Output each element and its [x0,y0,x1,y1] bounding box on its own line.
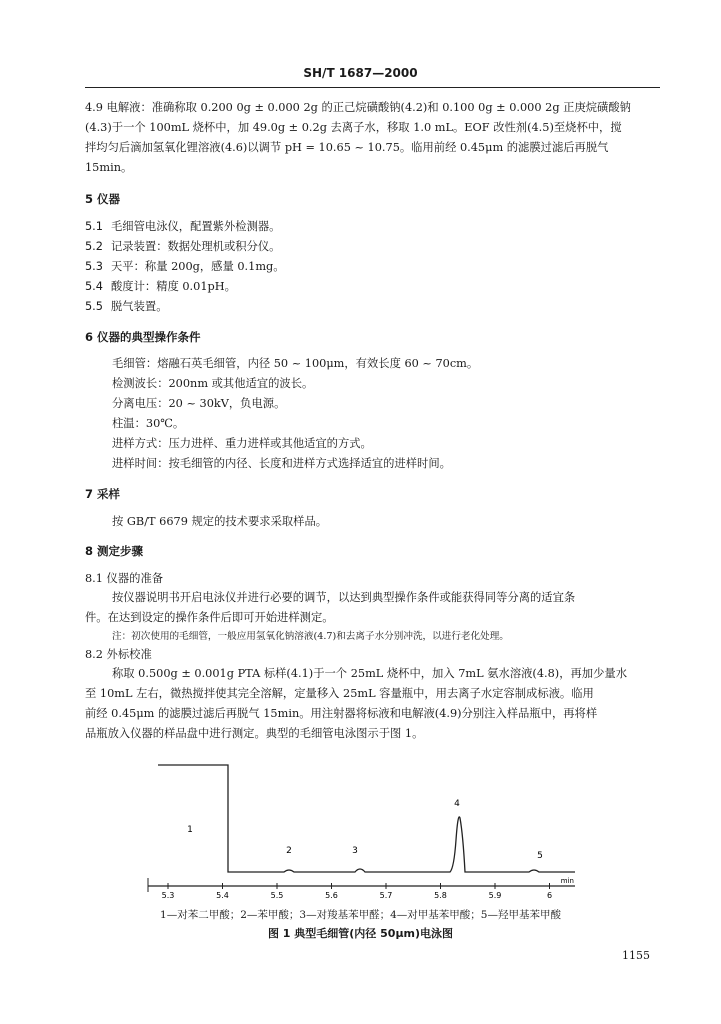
peak-label: 3 [352,846,358,856]
item-5-1-num: 5.1 [85,220,103,233]
item-5-1 [85,220,280,234]
s81-line1: 按仪器说明书开启电泳仪并进行必要的调节，以达到典型操作条件或能获得同等分离的适宜条 [112,591,576,604]
s81-note: 注：初次使用的毛细管，一般应用氢氧化钠溶液(4.7)和去离子水分别冲洗，以进行老化处理。 [112,631,509,642]
s49-line3: 拌均匀后滴加氢氧化锂溶液(4.6)以调节 pH = 10.65 ~ 10.75。临用前经 0.45μm 的滤膜过滤后再脱气 [85,141,609,154]
item-5-3-text: 天平：称量 200g，感量 0.1mg。 [111,260,285,273]
axis-tick-label: 5.4 [216,891,229,900]
s49-line2: (4.3)于一个 100mL 烧杯中，加 49.0g ± 0.2g 去离子水，移取 1.0 mL。EOF 改性剂(4.5)至烧杯中，搅 [85,121,622,134]
axis-ticks [162,883,552,900]
item-5-2 [85,240,280,254]
item-5-5 [85,300,168,314]
axis-tick-label: 5.5 [270,891,284,900]
condition-injection-mode: 进样方式：压力进样、重力进样或其他适宜的方式。 [112,437,372,450]
condition-capillary: 毛细管：熔融石英毛细管，内径 50 ~ 100μm，有效长度 60 ~ 70cm。 [112,357,479,370]
section-5-title: 5 仪器 [85,192,121,206]
axis-tick-label: 5.6 [325,891,338,900]
axis-unit-label: min [560,877,574,885]
s82-line1: 称取 0.500g ± 0.001g PTA 标样(4.1)于一个 25mL 烧杯中，加入 7mL 氨水溶液(4.8)，再加少量水 [112,667,627,680]
s49-line4: 15min。 [85,161,133,174]
item-5-2-num: 5.2 [85,240,103,253]
item-5-4-num: 5.4 [85,280,103,293]
item-5-4 [85,280,236,294]
peak-label: 2 [286,846,292,856]
item-5-3 [85,260,285,274]
s82-line2: 至 10mL 左右，微热搅拌使其完全溶解，定量移入 25mL 容量瓶中，用去离子水定容制成标液。临用 [85,687,594,700]
item-5-2-text: 记录装置：数据处理机或积分仪。 [111,240,281,253]
s82-line3: 前经 0.45μm 的滤膜过滤后再脱气 15min。用注射器将标液和电解液(4.9)分别注入样品瓶中，再将样 [85,707,598,720]
section-8-title: 8 测定步骤 [85,544,144,558]
s49-line1: 4.9 电解液：准确称取 0.200 0g ± 0.000 2g 的正己烷磺酸钠(4.2)和 0.100 0g ± 0.000 2g 正庚烷磺酸钠 [85,101,631,114]
peak-labels [187,799,543,861]
axis-tick-label: 5.8 [434,891,447,900]
figure-title: 图 1 典型毛细管(内径 50μm)电泳图 [267,927,454,940]
header-rule [85,87,660,88]
item-5-5-num: 5.5 [85,300,103,313]
condition-voltage: 分离电压：20 ~ 30kV，负电源。 [112,397,286,410]
signal-trace [158,765,575,872]
peak-label: 1 [187,825,193,835]
item-5-4-text: 酸度计：精度 0.01pH。 [111,280,236,293]
figure-caption: 1—对苯二甲酸；2—苯甲酸；3—对羧基苯甲醛；4—对甲基苯甲酸；5—羟甲基苯甲酸 [160,909,561,921]
sampling-text: 按 GB/T 6679 规定的技术要求采取样品。 [112,515,328,528]
peak-label: 5 [537,851,543,861]
item-5-3-num: 5.3 [85,260,103,273]
s82-title: 8.2 外标校准 [85,648,152,661]
section-7-title: 7 采样 [85,487,121,501]
page-number: 1155 [622,949,650,962]
condition-injection-time: 进样时间：按毛细管的内径、长度和进样方式选择适宜的进样时间。 [112,457,451,470]
axis-tick-label: 5.9 [488,891,502,900]
s81-line2: 件。在达到设定的操作条件后即可开始进样测定。 [85,611,334,624]
axis-tick-label: 5.3 [161,891,175,900]
s81-title: 8.1 仪器的准备 [85,572,164,585]
condition-wavelength: 检测波长：200nm 或其他适宜的波长。 [112,377,314,390]
axis-tick-label: 6 [546,891,553,900]
item-5-1-text: 毛细管电泳仪，配置紫外检测器。 [111,220,281,233]
item-5-5-text: 脱气装置。 [111,300,168,313]
peak-label: 4 [454,799,460,809]
s82-line4: 品瓶放入仪器的样品盘中进行测定。典型的毛细管电泳图示于图 1。 [85,727,424,740]
condition-temperature: 柱温：30℃。 [112,417,185,430]
axis-tick-label: 5.7 [379,891,393,900]
section-6-title: 6 仪器的典型操作条件 [85,330,201,344]
standard-header: SH/T 1687—2000 [303,66,418,80]
